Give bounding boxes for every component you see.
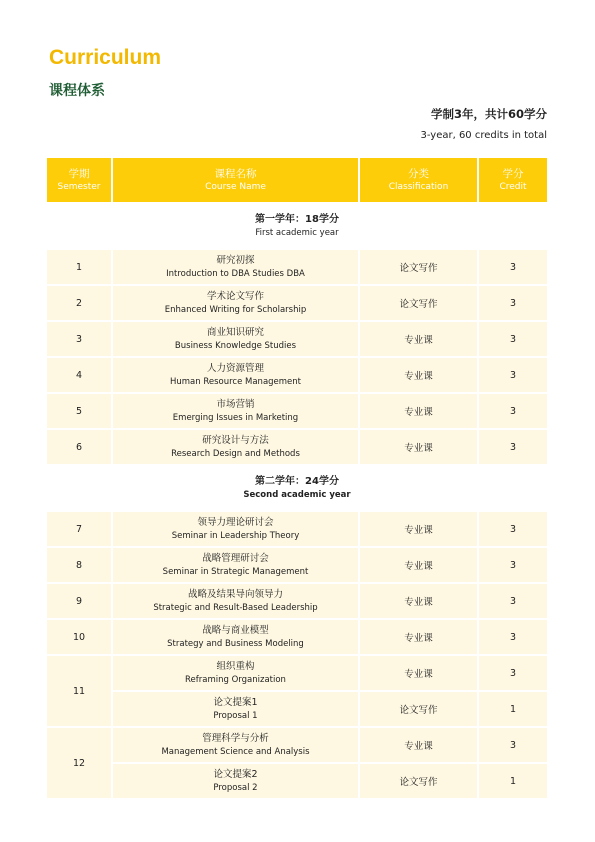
semester-cell: 11 (47, 656, 111, 726)
year-1-rows (47, 250, 547, 464)
header-classification: 分类 Classification (360, 158, 477, 202)
course-cell: 领导力理论研讨会 Seminar in Leadership Theory (113, 512, 358, 546)
course-cell: 管理科学与分析 Management Science and Analysis (113, 728, 358, 762)
course-cell: 商业知识研究 Business Knowledge Studies (113, 322, 358, 356)
course-cell: 人力资源管理 Human Resource Management (113, 358, 358, 392)
credit-cell: 3 (479, 358, 547, 392)
program-summary-zh: 学制3年，共计60学分 (430, 107, 547, 121)
credit-cell: 1 (479, 692, 547, 726)
semester-cell: 7 (47, 512, 111, 546)
classification-cell: 专业课 (360, 430, 477, 464)
course-cell: 论文提案2 Proposal 2 (113, 764, 358, 798)
course-cell: 研究初探 Introduction to DBA Studies DBA (113, 250, 358, 284)
classification-cell: 论文写作 (360, 250, 477, 284)
semester-cell: 8 (47, 548, 111, 582)
credit-cell: 3 (479, 728, 547, 762)
course-group (113, 656, 547, 726)
semester-cell: 1 (47, 250, 111, 284)
credit-cell: 3 (479, 322, 547, 356)
table-header (47, 158, 547, 202)
page-title: Curriculum (49, 46, 162, 69)
header-credit: 学分 Credit (479, 158, 547, 202)
credit-cell: 3 (479, 656, 547, 690)
year-2-heading: 第二学年：24学分 Second academic year (243, 476, 351, 500)
sub-row (113, 728, 547, 762)
classification-cell: 专业课 (360, 512, 477, 546)
credit-cell: 3 (479, 250, 547, 284)
semester-cell: 10 (47, 620, 111, 654)
course-cell: 研究设计与方法 Research Design and Methods (113, 430, 358, 464)
classification-cell: 专业课 (360, 322, 477, 356)
semester-cell: 6 (47, 430, 111, 464)
classification-cell: 论文写作 (360, 286, 477, 320)
classification-cell: 专业课 (360, 394, 477, 428)
course-cell: 战略与商业模型 Strategy and Business Modeling (113, 620, 358, 654)
curriculum-table (47, 158, 547, 800)
course-cell: 组织重构 Reframing Organization (113, 656, 358, 690)
table-row (47, 512, 547, 546)
table-row (47, 620, 547, 654)
course-cell: 论文提案1 Proposal 1 (113, 692, 358, 726)
credit-cell: 3 (479, 548, 547, 582)
semester-cell: 12 (47, 728, 111, 798)
year-1-heading: 第一学年：18学分 First academic year (255, 214, 339, 238)
semester-cell: 9 (47, 584, 111, 618)
header-semester: 学期 Semester (47, 158, 111, 202)
credit-cell: 3 (479, 584, 547, 618)
classification-cell: 专业课 (360, 584, 477, 618)
table-row (47, 430, 547, 464)
course-cell: 学术论文写作 Enhanced Writing for Scholarship (113, 286, 358, 320)
table-row (47, 656, 547, 726)
header-course: 课程名称 Course Name (113, 158, 358, 202)
program-summary-en: 3-year, 60 credits in total (420, 130, 547, 141)
table-row (47, 584, 547, 618)
classification-cell: 专业课 (360, 656, 477, 690)
classification-cell: 专业课 (360, 620, 477, 654)
classification-cell: 专业课 (360, 728, 477, 762)
classification-cell: 论文写作 (360, 692, 477, 726)
credit-cell: 3 (479, 430, 547, 464)
table-row (47, 358, 547, 392)
classification-cell: 专业课 (360, 548, 477, 582)
credit-cell: 3 (479, 620, 547, 654)
table-row (47, 250, 547, 284)
semester-cell: 4 (47, 358, 111, 392)
credit-cell: 1 (479, 764, 547, 798)
credit-cell: 3 (479, 286, 547, 320)
table-row (47, 394, 547, 428)
credit-cell: 3 (479, 512, 547, 546)
sub-row (113, 656, 547, 690)
semester-cell: 2 (47, 286, 111, 320)
table-row (47, 286, 547, 320)
classification-cell: 专业课 (360, 358, 477, 392)
sub-row (113, 692, 547, 726)
page-subtitle: 课程体系 (49, 83, 105, 99)
course-group (113, 728, 547, 798)
semester-cell: 5 (47, 394, 111, 428)
sub-row (113, 764, 547, 798)
year-2-rows (47, 512, 547, 654)
multi-course-rows (47, 656, 547, 798)
course-cell: 战略及结果导向领导力 Strategic and Result-Based Leadership (113, 584, 358, 618)
table-row (47, 728, 547, 798)
table-row (47, 322, 547, 356)
course-cell: 市场营销 Emerging Issues in Marketing (113, 394, 358, 428)
classification-cell: 论文写作 (360, 764, 477, 798)
semester-cell: 3 (47, 322, 111, 356)
course-cell: 战略管理研讨会 Seminar in Strategic Management (113, 548, 358, 582)
credit-cell: 3 (479, 394, 547, 428)
table-row (47, 548, 547, 582)
